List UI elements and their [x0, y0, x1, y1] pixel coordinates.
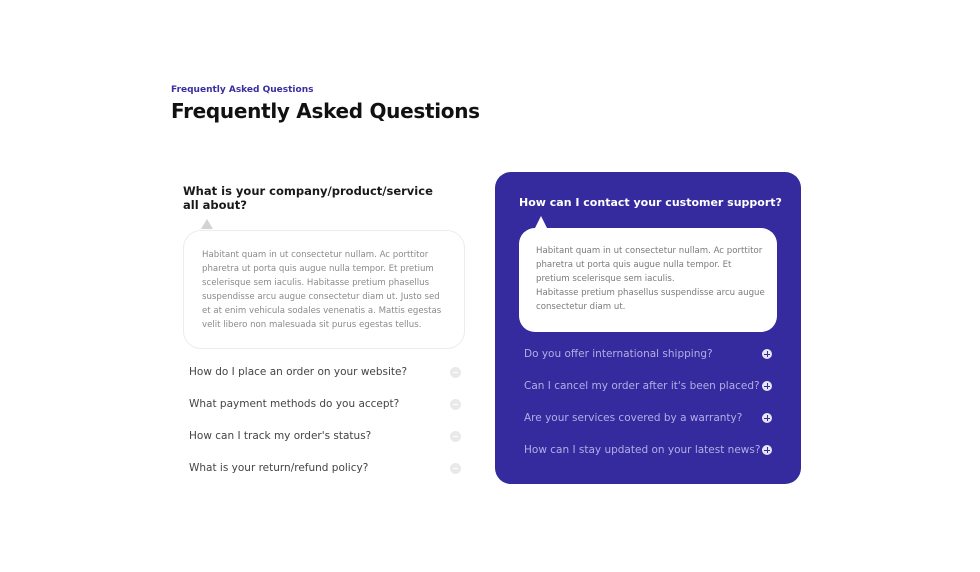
faq-item[interactable] [189, 366, 461, 378]
answer-text: Habitasse pretium phasellus suspendisse arcu augue consectetur diam ut. [536, 288, 765, 312]
collapse-icon[interactable] [450, 463, 461, 474]
faq-item[interactable] [189, 398, 461, 410]
faq-item-label: Do you offer international shipping? [524, 348, 713, 360]
collapse-icon[interactable] [450, 399, 461, 410]
faq-answer-bubble [183, 230, 465, 349]
faq-item-label: How can I stay updated on your latest news? [524, 444, 761, 456]
plus-icon[interactable] [762, 381, 772, 391]
faq-item-label: What payment methods do you accept? [189, 398, 400, 410]
faq-item[interactable] [524, 444, 772, 456]
faq-question-open[interactable]: What is your company/product/service all about? [183, 184, 433, 212]
faq-answer-bubble [519, 228, 777, 332]
faq-item[interactable] [189, 462, 461, 474]
faq-question-open[interactable]: How can I contact your customer support? [519, 196, 782, 209]
bubble-pointer [201, 219, 213, 229]
plus-icon[interactable] [762, 445, 772, 455]
faq-item-label: How do I place an order on your website? [189, 366, 408, 378]
collapse-icon[interactable] [450, 431, 461, 442]
bubble-pointer [535, 216, 547, 228]
faq-item-label: How can I track my order's status? [189, 430, 372, 442]
faq-item-label: Can I cancel my order after it's been placed? [524, 380, 760, 392]
answer-text: Habitant quam in ut consectetur nullam. Ac porttitor pharetra ut porta quis augue nulla tempor. Et pretium scelerisque sem iaculis. [536, 246, 763, 284]
plus-icon[interactable] [762, 349, 772, 359]
faq-item[interactable] [524, 412, 772, 424]
plus-icon[interactable] [762, 413, 772, 423]
faq-item[interactable] [524, 380, 772, 392]
page-title: Frequently Asked Questions [171, 99, 480, 123]
collapse-icon[interactable] [450, 367, 461, 378]
faq-item[interactable] [524, 348, 772, 360]
faq-item-label: Are your services covered by a warranty? [524, 412, 743, 424]
faq-item[interactable] [189, 430, 461, 442]
faq-item-label: What is your return/refund policy? [189, 462, 369, 474]
answer-text: Habitant quam in ut consectetur nullam. Ac porttitor pharetra ut porta quis augue nulla tempor. Et pretium scelerisque sem iaculis. Habitasse pretium phasellus suspendisse arcu augue consectetur diam ut. Justo sed et at enim vehicula sodales venenatis a. Mattis egestas velit libero non malesuada sit purus egestas tellus. [202, 250, 442, 330]
eyebrow-label: Frequently Asked Questions [171, 85, 314, 95]
